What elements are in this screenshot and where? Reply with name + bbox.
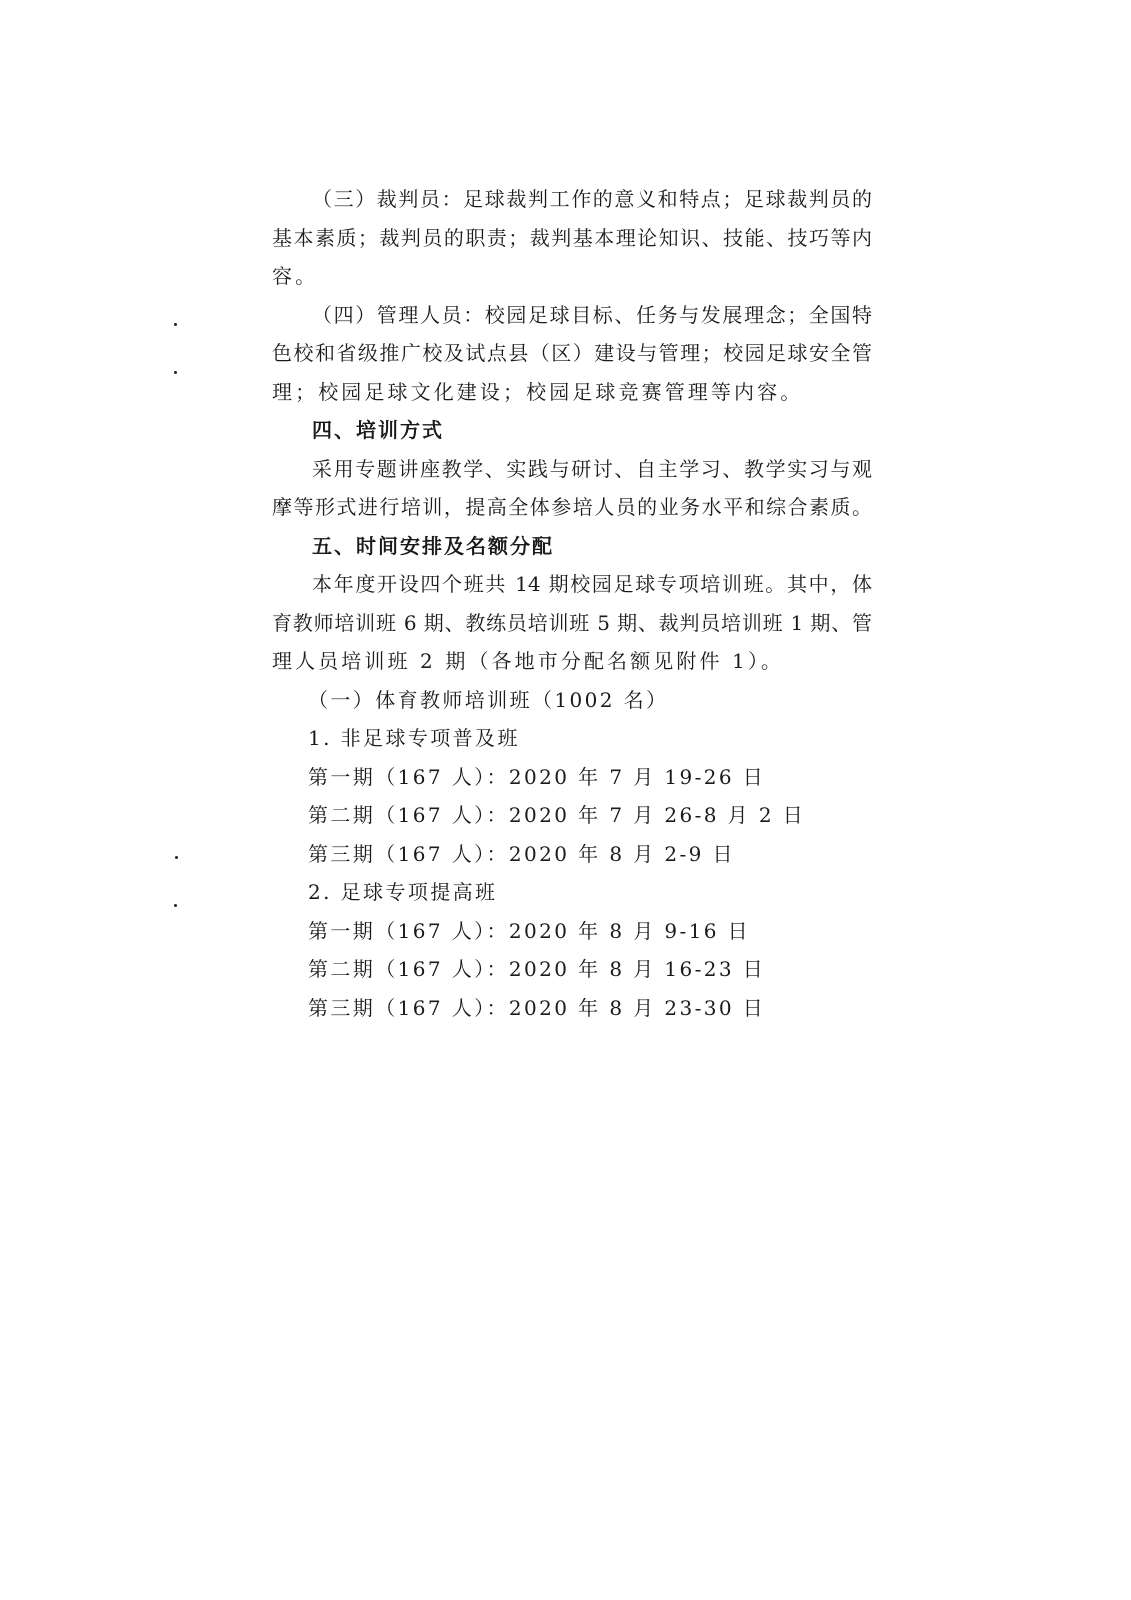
subsection-pe-teacher-class: （一）体育教师培训班（1002 名） xyxy=(308,687,669,712)
text-line: （三）裁判员：足球裁判工作的意义和特点；足球裁判员的 xyxy=(312,187,872,211)
text-line: 采用专题讲座教学、实践与研讨、自主学习、教学实习与观 xyxy=(312,456,872,481)
group-title-advanced-class: 2. 足球专项提高班 xyxy=(308,880,498,904)
text-line: 容。 xyxy=(272,264,319,288)
scan-mark xyxy=(175,856,178,859)
text-line: 基本素质；裁判员的职责；裁判基本理论知识、技能、技巧等内 xyxy=(272,225,872,250)
text-line: 本年度开设四个班共 14 期校园足球专项培训班。其中，体 xyxy=(312,572,872,596)
document-body xyxy=(272,180,872,1027)
scan-mark xyxy=(174,904,177,907)
paragraph-referee xyxy=(272,180,872,296)
text-line: 理人员培训班 2 期（各地市分配名额见附件 1）。 xyxy=(272,649,785,673)
text-line: （四）管理人员：校园足球目标、任务与发展理念；全国特 xyxy=(312,302,872,327)
schedule-item: 第一期（167 人）：2020 年 8 月 9-16 日 xyxy=(308,918,751,943)
paragraph-management xyxy=(272,296,872,412)
schedule-item: 第三期（167 人）：2020 年 8 月 23-30 日 xyxy=(308,995,766,1020)
text-line: 摩等形式进行培训，提高全体参培人员的业务水平和综合素质。 xyxy=(272,495,872,519)
schedule-item: 第二期（167 人）：2020 年 8 月 16-23 日 xyxy=(308,957,766,981)
paragraph-training-method xyxy=(272,450,872,527)
text-line: 色校和省级推广校及试点县（区）建设与管理；校园足球安全管 xyxy=(272,341,872,365)
schedule-item: 第三期（167 人）：2020 年 8 月 2-9 日 xyxy=(308,841,735,866)
section-heading-training-method: 四、培训方式 xyxy=(312,418,444,442)
text-line: 育教师培训班 6 期、教练员培训班 5 期、裁判员培训班 1 期、管 xyxy=(272,610,872,635)
schedule-item: 第二期（167 人）：2020 年 7 月 26-8 月 2 日 xyxy=(308,803,806,827)
section-heading-schedule: 五、时间安排及名额分配 xyxy=(312,533,554,558)
schedule-item: 第一期（167 人）：2020 年 7 月 19-26 日 xyxy=(308,764,766,789)
scan-mark xyxy=(174,371,177,374)
text-line: 理；校园足球文化建设；校园足球竞赛管理等内容。 xyxy=(272,379,804,404)
scan-mark xyxy=(174,323,177,326)
group-title-general-class: 1. 非足球专项普及班 xyxy=(308,726,520,750)
paragraph-schedule-overview xyxy=(272,565,872,681)
